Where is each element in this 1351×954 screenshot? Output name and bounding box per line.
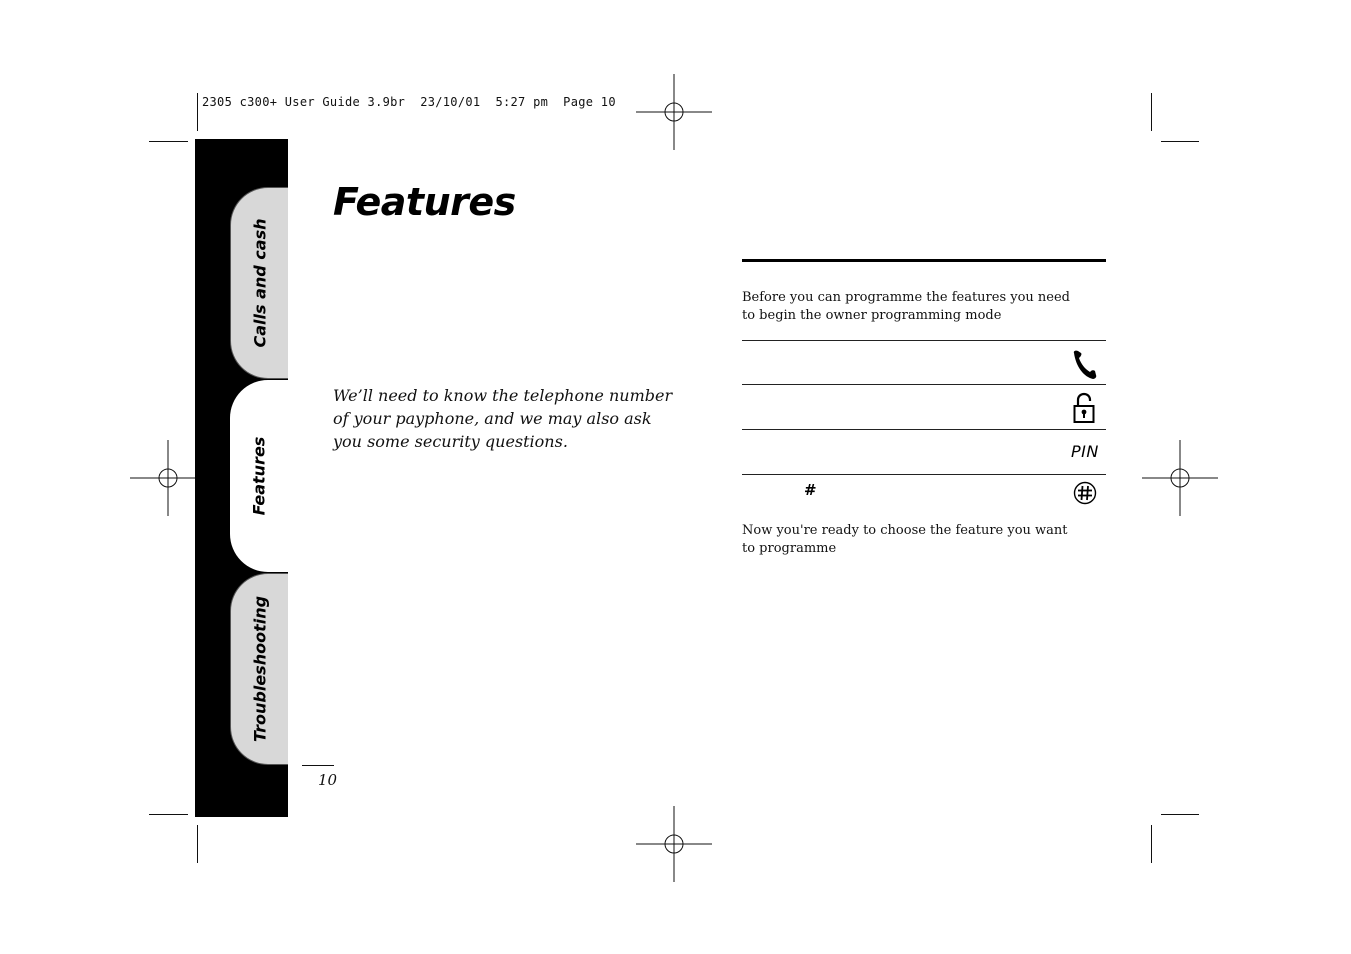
page-number-rule (302, 765, 334, 766)
tab-calls-and-cash[interactable] (230, 187, 288, 379)
page-title: Features (333, 180, 516, 224)
registration-mark-top (636, 74, 712, 150)
step-divider (742, 384, 1106, 385)
registration-mark-bottom (636, 806, 712, 882)
before-text: Before you can programme the features you need to begin the owner programming mode (742, 290, 1071, 323)
tab-label: Troubleshooting (250, 595, 269, 743)
step-divider (742, 474, 1106, 475)
padlock-icon (1073, 392, 1095, 424)
after-text: Now you're ready to choose the feature you want to programme (742, 523, 1068, 556)
registration-mark-right (1142, 440, 1218, 516)
pin-label: PIN (1071, 442, 1099, 461)
step-divider (742, 340, 1106, 341)
handset-icon (1070, 349, 1098, 381)
tab-features[interactable] (230, 380, 288, 572)
hash-key-icon (1073, 481, 1097, 505)
page-number: 10 (318, 771, 338, 789)
tab-troubleshooting[interactable] (230, 573, 288, 765)
tab-label: Calls and cash (250, 218, 269, 348)
tab-label: Features (249, 436, 269, 516)
print-slug: 2305 c300+ User Guide 3.9br 23/10/01 5:27 pm Page 10 (202, 95, 616, 109)
hash-key-text: # (804, 481, 817, 499)
section-rule (742, 259, 1106, 262)
intro-text: We’ll need to know the telephone number of your payphone, and we may also ask you some security questions. (333, 386, 673, 451)
step-divider (742, 429, 1106, 430)
